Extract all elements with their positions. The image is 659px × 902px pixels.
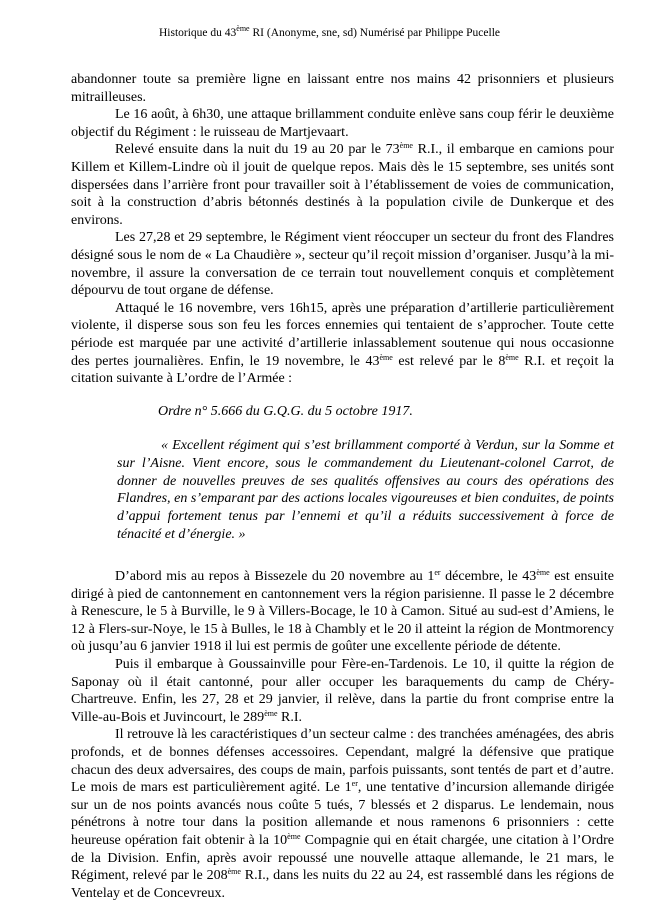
page-header xyxy=(0,24,659,39)
paragraph-la-chaudiere: Les 27,28 et 29 septembre, le Régiment vient réoccuper un secteur du front des Flandres désigné sous le nom de « La Chaudière », secteur qu’il reçoit mission d’organiser. Jusqu’à la mi-novembre, il assure la conversation de ce terrain tout nouvellement conquis et complètement dépourvu de tout organe de défense. xyxy=(71,230,614,299)
paragraph-bissezele: D’abord mis au repos à Bissezele du 20 novembre au 1er décembre, le 43ème est ensuite dirigé à pied de cantonnement en cantonnement vers la région parisienne. Il passe le 2 décembre à Renescure, le 5 à Burville, le 9 à Villers-Bocage, le 10 à Camon. Situé au sud-est d’Amiens, le 12 à Flers-sur-Noye, le 15 à Bulles, le 18 à Chambly et le 20 il atteint la région de Montmorency où jusqu’au 6 janvier 1918 il lui est permis de goûter une excellente période de détente. xyxy=(71,568,614,655)
body-text-top xyxy=(71,71,614,388)
paragraph-goussainville: Puis il embarque à Goussainville pour Fère-en-Tardenois. Le 10, il quitte la région de Saponay où il était cantonné, pour aller occuper les baraquements du camp de Chéry-Chartreuve. Enfin, les 27, 28 et 29 janvier, il relève, dans la partie du front comprise entre la Ville-au-Bois et Juvincourt, le 289ème R.I. xyxy=(71,656,614,725)
paragraph-attack-16-august: Le 16 août, à 6h30, une attaque brillamment conduite enlève sans coup férir le deuxième objectif du Régiment : le ruisseau de Martjevaart. xyxy=(71,107,614,140)
paragraph-attack-16-november: Attaqué le 16 novembre, vers 16h15, après une préparation d’artillerie particulièrement violente, il disperse sous son feu les forces ennemies qui tentaient de s’approcher. Toute cette période est marquée par une activité d’artillerie inlassablement soutenue qui nous occasionne des pertes journalières. Enfin, le 19 novembre, le 43ème est relevé par le 8ème R.I. et reçoit la citation suivante à L’ordre de l’Armée : xyxy=(71,300,614,387)
header-text-rest: RI (Anonyme, sne, sd) Numérisé par Philippe Pucelle xyxy=(249,27,501,39)
paragraph-calm-sector: Il retrouve là les caractéristiques d’un secteur calme : des tranchées aménagées, des abris profonds, et de bonnes défenses accessoires. Cependant, malgré la défensive que pratique chacun des deux adversaires, des coups de main, parfois puissants, sont tentés de part et d’autre. Le mois de mars est particulièrement agité. Le 1er, une tentative d’incursion allemande dirigée sur un de nos points avancés nous coûte 5 tués, 7 blessés et 2 disparus. Le lendemain, nous pénétrons à notre tour dans la position allemande et nous ramenons 6 prisonniers : cette heureuse opération fait obtenir à la 10ème Compagnie qui en était chargée, une citation à l’Ordre de la Division. Enfin, après avoir repoussé une nouvelle attaque allemande, le 21 mars, le Régiment, relevé par le 208ème R.I., dans les nuits du 22 au 24, est rassemblé dans les régions de Ventelay et de Concevreux. xyxy=(71,727,615,901)
order-title: Ordre n° 5.666 du G.Q.G. du 5 octobre 1917. xyxy=(158,404,413,419)
header-text: Historique du 43 xyxy=(158,27,237,39)
body-text-bottom xyxy=(71,568,614,902)
citation-quote: « Excellent régiment qui s’est brillamment comporté à Verdun, sur la Somme et sur l’Aisne. Vient encore, sous le commandement du Lieutenant-colonel Carrot, de donner de nouvelles preuves de ses qualités offensives au cours des opérations des Flandres, en s’emparant par des actions locales vigoureuses et bien conduites, de points d’appui fortement tenus par l’ennemi et qu’il a réduits successivement à force de ténacité et d’énergie. » xyxy=(117,438,614,542)
paragraph-relief-killem: Relevé ensuite dans la nuit du 19 au 20 par le 73ème R.I., il embarque en camions pour Killem et Killem-Lindre où il jouit de quelque repos. Mais dès le 15 septembre, ses unités sont dispersées dans l’arrière front pour travailler soit à l’établissement de voies de communication, soit à la construction d’abris bétonnés destinés à la population civile de Dunkerque et des environs. xyxy=(71,141,614,228)
paragraph-continuation: abandonner toute sa première ligne en laissant entre nos mains 42 prisonniers et plusieurs mitrailleuses. xyxy=(71,72,614,105)
header-superscript: ème xyxy=(236,24,250,33)
